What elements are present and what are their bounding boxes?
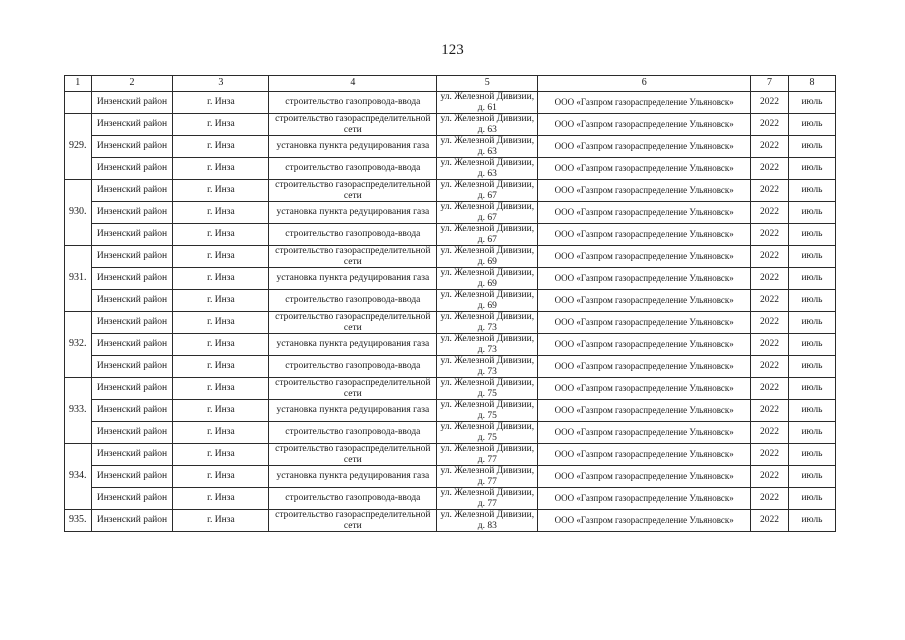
work-type-cell: строительство газопровода-ввода (269, 224, 437, 246)
city-cell: г. Инза (173, 334, 269, 356)
year-cell: 2022 (751, 246, 789, 268)
month-cell: июль (788, 202, 835, 224)
year-cell: 2022 (751, 400, 789, 422)
work-type-cell: строительство газопровода-ввода (269, 290, 437, 312)
item-number-cell: 934. (65, 444, 92, 510)
year-cell: 2022 (751, 224, 789, 246)
item-number-cell: 932. (65, 312, 92, 378)
address-cell: ул. Железной Дивизии, д. 61 (437, 92, 538, 114)
city-cell: г. Инза (173, 422, 269, 444)
district-cell: Инзенский район (91, 114, 173, 136)
city-cell: г. Инза (173, 466, 269, 488)
item-number-cell: 935. (65, 510, 92, 532)
organization-cell: ООО «Газпром газораспределение Ульяновск» (538, 444, 751, 466)
table-row (65, 246, 836, 268)
table-header-row (65, 76, 836, 92)
table-row (65, 466, 836, 488)
district-cell: Инзенский район (91, 268, 173, 290)
organization-cell: ООО «Газпром газораспределение Ульяновск» (538, 246, 751, 268)
table-row (65, 290, 836, 312)
year-cell: 2022 (751, 510, 789, 532)
district-cell: Инзенский район (91, 378, 173, 400)
work-type-cell: строительство газораспределительной сети (269, 114, 437, 136)
month-cell: июль (788, 158, 835, 180)
organization-cell: ООО «Газпром газораспределение Ульяновск» (538, 224, 751, 246)
table-row (65, 422, 836, 444)
district-cell: Инзенский район (91, 334, 173, 356)
month-cell: июль (788, 136, 835, 158)
work-type-cell: строительство газопровода-ввода (269, 488, 437, 510)
organization-cell: ООО «Газпром газораспределение Ульяновск» (538, 334, 751, 356)
table-row (65, 224, 836, 246)
address-cell: ул. Железной Дивизии, д. 67 (437, 180, 538, 202)
table-row (65, 136, 836, 158)
district-cell: Инзенский район (91, 202, 173, 224)
year-cell: 2022 (751, 114, 789, 136)
district-cell: Инзенский район (91, 246, 173, 268)
organization-cell: ООО «Газпром газораспределение Ульяновск» (538, 268, 751, 290)
column-header: 7 (751, 76, 789, 92)
work-type-cell: строительство газопровода-ввода (269, 356, 437, 378)
work-type-cell: строительство газораспределительной сети (269, 246, 437, 268)
organization-cell: ООО «Газпром газораспределение Ульяновск» (538, 312, 751, 334)
table-row (65, 92, 836, 114)
city-cell: г. Инза (173, 510, 269, 532)
organization-cell: ООО «Газпром газораспределение Ульяновск» (538, 202, 751, 224)
year-cell: 2022 (751, 202, 789, 224)
address-cell: ул. Железной Дивизии, д. 63 (437, 136, 538, 158)
table-row (65, 400, 836, 422)
month-cell: июль (788, 180, 835, 202)
month-cell: июль (788, 444, 835, 466)
month-cell: июль (788, 488, 835, 510)
address-cell: ул. Железной Дивизии, д. 63 (437, 158, 538, 180)
address-cell: ул. Железной Дивизии, д. 75 (437, 422, 538, 444)
works-table (64, 75, 836, 532)
month-cell: июль (788, 312, 835, 334)
city-cell: г. Инза (173, 290, 269, 312)
address-cell: ул. Железной Дивизии, д. 73 (437, 312, 538, 334)
month-cell: июль (788, 224, 835, 246)
city-cell: г. Инза (173, 114, 269, 136)
work-type-cell: строительство газопровода-ввода (269, 158, 437, 180)
work-type-cell: строительство газораспределительной сети (269, 312, 437, 334)
address-cell: ул. Железной Дивизии, д. 77 (437, 444, 538, 466)
organization-cell: ООО «Газпром газораспределение Ульяновск» (538, 158, 751, 180)
year-cell: 2022 (751, 488, 789, 510)
city-cell: г. Инза (173, 224, 269, 246)
column-header: 4 (269, 76, 437, 92)
month-cell: июль (788, 290, 835, 312)
address-cell: ул. Железной Дивизии, д. 73 (437, 356, 538, 378)
organization-cell: ООО «Газпром газораспределение Ульяновск» (538, 92, 751, 114)
address-cell: ул. Железной Дивизии, д. 77 (437, 466, 538, 488)
year-cell: 2022 (751, 312, 789, 334)
address-cell: ул. Железной Дивизии, д. 73 (437, 334, 538, 356)
work-type-cell: строительство газораспределительной сети (269, 378, 437, 400)
column-header: 1 (65, 76, 92, 92)
work-type-cell: строительство газопровода-ввода (269, 422, 437, 444)
city-cell: г. Инза (173, 246, 269, 268)
table-row (65, 158, 836, 180)
address-cell: ул. Железной Дивизии, д. 77 (437, 488, 538, 510)
year-cell: 2022 (751, 136, 789, 158)
table-row (65, 114, 836, 136)
column-header: 5 (437, 76, 538, 92)
city-cell: г. Инза (173, 92, 269, 114)
city-cell: г. Инза (173, 356, 269, 378)
address-cell: ул. Железной Дивизии, д. 63 (437, 114, 538, 136)
district-cell: Инзенский район (91, 510, 173, 532)
organization-cell: ООО «Газпром газораспределение Ульяновск» (538, 488, 751, 510)
work-type-cell: установка пункта редуцирования газа (269, 202, 437, 224)
work-type-cell: установка пункта редуцирования газа (269, 400, 437, 422)
city-cell: г. Инза (173, 378, 269, 400)
table-row (65, 312, 836, 334)
year-cell: 2022 (751, 466, 789, 488)
table-row (65, 202, 836, 224)
month-cell: июль (788, 510, 835, 532)
year-cell: 2022 (751, 378, 789, 400)
table-row (65, 378, 836, 400)
table-row (65, 510, 836, 532)
year-cell: 2022 (751, 334, 789, 356)
district-cell: Инзенский район (91, 312, 173, 334)
city-cell: г. Инза (173, 136, 269, 158)
city-cell: г. Инза (173, 158, 269, 180)
item-number-cell: 929. (65, 114, 92, 180)
city-cell: г. Инза (173, 180, 269, 202)
work-type-cell: строительство газопровода-ввода (269, 92, 437, 114)
column-header: 2 (91, 76, 173, 92)
month-cell: июль (788, 400, 835, 422)
district-cell: Инзенский район (91, 466, 173, 488)
year-cell: 2022 (751, 92, 789, 114)
item-number-cell: 933. (65, 378, 92, 444)
organization-cell: ООО «Газпром газораспределение Ульяновск» (538, 378, 751, 400)
year-cell: 2022 (751, 444, 789, 466)
month-cell: июль (788, 246, 835, 268)
district-cell: Инзенский район (91, 136, 173, 158)
city-cell: г. Инза (173, 312, 269, 334)
district-cell: Инзенский район (91, 158, 173, 180)
month-cell: июль (788, 466, 835, 488)
address-cell: ул. Железной Дивизии, д. 83 (437, 510, 538, 532)
address-cell: ул. Железной Дивизии, д. 69 (437, 268, 538, 290)
work-type-cell: строительство газораспределительной сети (269, 180, 437, 202)
year-cell: 2022 (751, 180, 789, 202)
table-row (65, 444, 836, 466)
page-number: 123 (441, 42, 464, 58)
district-cell: Инзенский район (91, 488, 173, 510)
organization-cell: ООО «Газпром газораспределение Ульяновск» (538, 290, 751, 312)
city-cell: г. Инза (173, 268, 269, 290)
organization-cell: ООО «Газпром газораспределение Ульяновск» (538, 180, 751, 202)
organization-cell: ООО «Газпром газораспределение Ульяновск» (538, 466, 751, 488)
work-type-cell: строительство газораспределительной сети (269, 510, 437, 532)
month-cell: июль (788, 378, 835, 400)
table-row (65, 356, 836, 378)
work-type-cell: установка пункта редуцирования газа (269, 466, 437, 488)
district-cell: Инзенский район (91, 400, 173, 422)
district-cell: Инзенский район (91, 180, 173, 202)
year-cell: 2022 (751, 268, 789, 290)
city-cell: г. Инза (173, 488, 269, 510)
district-cell: Инзенский район (91, 92, 173, 114)
organization-cell: ООО «Газпром газораспределение Ульяновск» (538, 422, 751, 444)
month-cell: июль (788, 268, 835, 290)
organization-cell: ООО «Газпром газораспределение Ульяновск» (538, 510, 751, 532)
address-cell: ул. Железной Дивизии, д. 67 (437, 224, 538, 246)
district-cell: Инзенский район (91, 224, 173, 246)
column-header: 6 (538, 76, 751, 92)
item-number-cell: 931. (65, 246, 92, 312)
table-body (65, 92, 836, 532)
address-cell: ул. Железной Дивизии, д. 69 (437, 290, 538, 312)
address-cell: ул. Железной Дивизии, д. 69 (437, 246, 538, 268)
work-type-cell: установка пункта редуцирования газа (269, 136, 437, 158)
year-cell: 2022 (751, 356, 789, 378)
work-type-cell: установка пункта редуцирования газа (269, 268, 437, 290)
table-row (65, 334, 836, 356)
table-row (65, 488, 836, 510)
work-type-cell: строительство газораспределительной сети (269, 444, 437, 466)
table-row (65, 180, 836, 202)
district-cell: Инзенский район (91, 422, 173, 444)
city-cell: г. Инза (173, 202, 269, 224)
organization-cell: ООО «Газпром газораспределение Ульяновск» (538, 400, 751, 422)
district-cell: Инзенский район (91, 356, 173, 378)
district-cell: Инзенский район (91, 290, 173, 312)
month-cell: июль (788, 92, 835, 114)
address-cell: ул. Железной Дивизии, д. 75 (437, 400, 538, 422)
column-header: 8 (788, 76, 835, 92)
district-cell: Инзенский район (91, 444, 173, 466)
city-cell: г. Инза (173, 444, 269, 466)
table-row (65, 268, 836, 290)
month-cell: июль (788, 422, 835, 444)
item-number-cell: 930. (65, 180, 92, 246)
month-cell: июль (788, 114, 835, 136)
year-cell: 2022 (751, 422, 789, 444)
address-cell: ул. Железной Дивизии, д. 75 (437, 378, 538, 400)
organization-cell: ООО «Газпром газораспределение Ульяновск» (538, 114, 751, 136)
year-cell: 2022 (751, 158, 789, 180)
item-number-cell (65, 92, 92, 114)
organization-cell: ООО «Газпром газораспределение Ульяновск» (538, 136, 751, 158)
organization-cell: ООО «Газпром газораспределение Ульяновск» (538, 356, 751, 378)
month-cell: июль (788, 356, 835, 378)
column-header: 3 (173, 76, 269, 92)
work-type-cell: установка пункта редуцирования газа (269, 334, 437, 356)
address-cell: ул. Железной Дивизии, д. 67 (437, 202, 538, 224)
year-cell: 2022 (751, 290, 789, 312)
month-cell: июль (788, 334, 835, 356)
city-cell: г. Инза (173, 400, 269, 422)
